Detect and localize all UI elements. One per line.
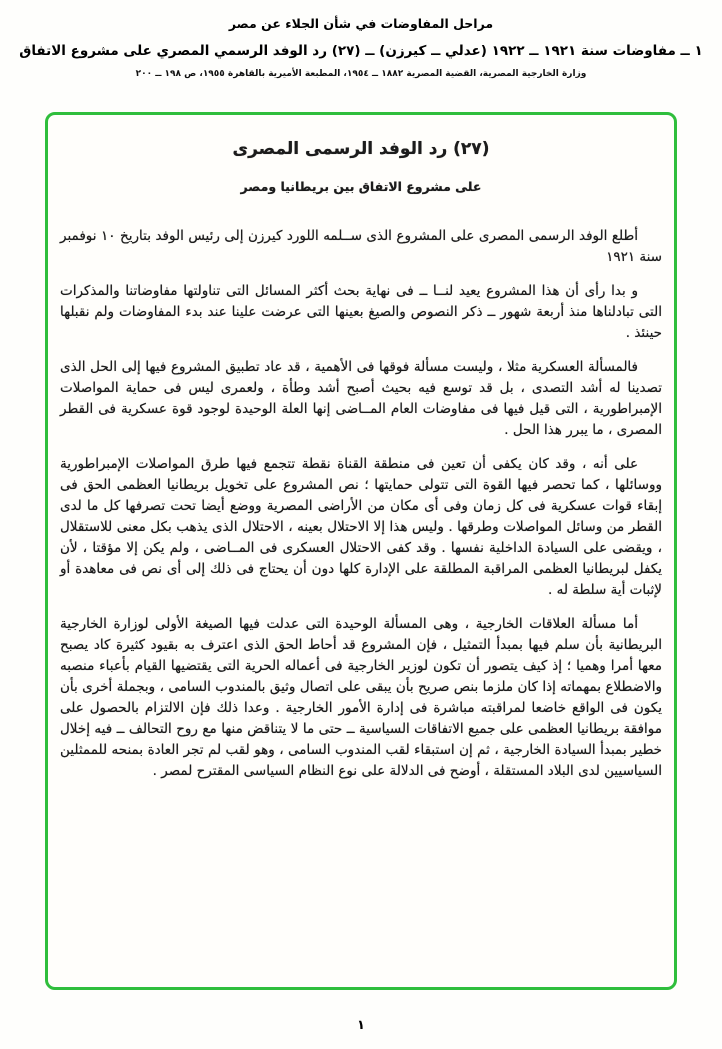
paragraph: أما مسألة العلاقات الخارجية ، وهى المسألة الوحيدة التى عدلت فيها الصيغة الأولى لوزارة الخارجية البريطانية بأن سلم فيها بمبدأ التمثيل ، فإن المشروع قد أحاط الحق الذى اعترف به بقيود كثيرة كاد يصبح معها أمرا وهميا ؛ إذ كيف يتصور أن تكون لوزير الخارجية فى أعماله الحرية التى يقتضيها القيام بأعباء منصبه والاضطلاع بمهماته إذا كان ملزما بنص صريح بأن يبقى على اتصال وثيق بالمندوب السامى ، وبجملة أخرى بأن يكون فى الواقع خاضعا لمراقبته مباشرة فى إدارة الأمور الخارجية . وعدا ذلك فإن الالتزام بالحصول على موافقة بريطانيا العظمى على جميع الاتفاقات السياسية ــ حتى ما لا يتناقض منها مع روح التحالف ــ فيه إخلال خطير بمبدأ السيادة الخارجية ، ثم إن استبقاء لقب المندوب السامى ، وهو لقب لم تجر العادة بمنحه للممثلين السياسيين لدى البلاد المستقلة ، أوضح فى الدلالة على نوع النظام السياسى المقترح لمصر . — [60, 616, 662, 779]
page-footer — [0, 1018, 722, 1033]
source-citation: وزارة الخارجية المصرية، القضية المصرية ١٨٨٢ ــ ١٩٥٤، المطبعة الأميرية بالقاهرة ١٩٥٥، ص ١٩٨ ــ ٢٠٠ — [135, 69, 587, 79]
header-title: مراحل المفاوضات في شأن الجلاء عن مصر — [228, 16, 494, 31]
document-subtitle: على مشروع الاتفاق بين بريطانيا ومصر — [240, 179, 482, 194]
scanned-document — [48, 115, 674, 792]
page-number: ١ — [357, 1018, 365, 1033]
paragraph: و بدا رأى أن هذا المشروع يعيد لنــا ــ فى نهاية بحث أكثر المسائل التى تناولتها مفاوضاتنا والمذكرات التى تبادلناها منذ أربعة شهور ــ ذكر النصوص والصيغ بعينها التى عرضت علينا عند بدء المفاوضات ولم نقبلها حينئذ . — [60, 283, 662, 341]
scanned-document-frame — [45, 112, 677, 990]
paragraph: أطلع الوفد الرسمى المصرى على المشروع الذى ســلمه اللورد كيرزن إلى رئيس الوفد بتاريخ ١٠ نوفمبر سنة ١٩٢١ — [60, 228, 662, 265]
page-header — [0, 0, 722, 79]
paragraph: على أنه ، وقد كان يكفى أن تعين فى منطقة القناة نقطة تتجمع فيها طرق المواصلات الإمبراطورية ووسائلها ، كما تحصر فيها القوة التى تتولى حمايتها ؛ نص المشروع على تخويل بريطانيا العظمى الحق فى إبقاء قوات عسكرية فى كل زمان وفى أى مكان من الأراضى المصرية ووضع أيضا تحت تصرفها كل ما لدى القطر من وسائل المواصلات وطرقها . وليس هذا إلا الاحتلال بعينه ، الاحتلال الذى يذهب بكل معنى للاستقلال ، ويقضى على السيادة الداخلية نفسها . وقد كفى الاحتلال العسكرى فى المــاضى ، ولم يكن إلا مؤقتا ، لأن يكفل لبريطانيا العظمى المراقبة المطلقة على الإدارة كلها دون أن يحتاج فى ذلك إلى أى نص فى معاهدة أو لإثبات أية سلطة له . — [60, 456, 662, 598]
document-title: (٢٧) رد الوفد الرسمى المصرى — [232, 139, 490, 159]
paragraph: فالمسألة العسكرية مثلا ، وليست مسألة فوقها فى الأهمية ، قد عاد تطبيق المشروع فيها إلى الحل الذى تصدينا له أشد التصدى ، بل قد توسع فيه بحيث أصبح أشد وطأة ، ولعمرى ليس فى حماية المواصلات الإمبراطورية ، التى قيل فيها فى مفاوضات العام المــاضى إنها العلة الوحيدة لوجود قوة عسكرية فى القطر المصرى ، ما يبرر هذا الحل . — [60, 359, 662, 438]
header-subtitle: ١ ــ مفاوضات سنة ١٩٢١ ــ ١٩٢٢ (عدلي ــ كيرزن) ــ (٢٧) رد الوفد الرسمي المصري على مشروع الاتفاق — [19, 43, 703, 59]
